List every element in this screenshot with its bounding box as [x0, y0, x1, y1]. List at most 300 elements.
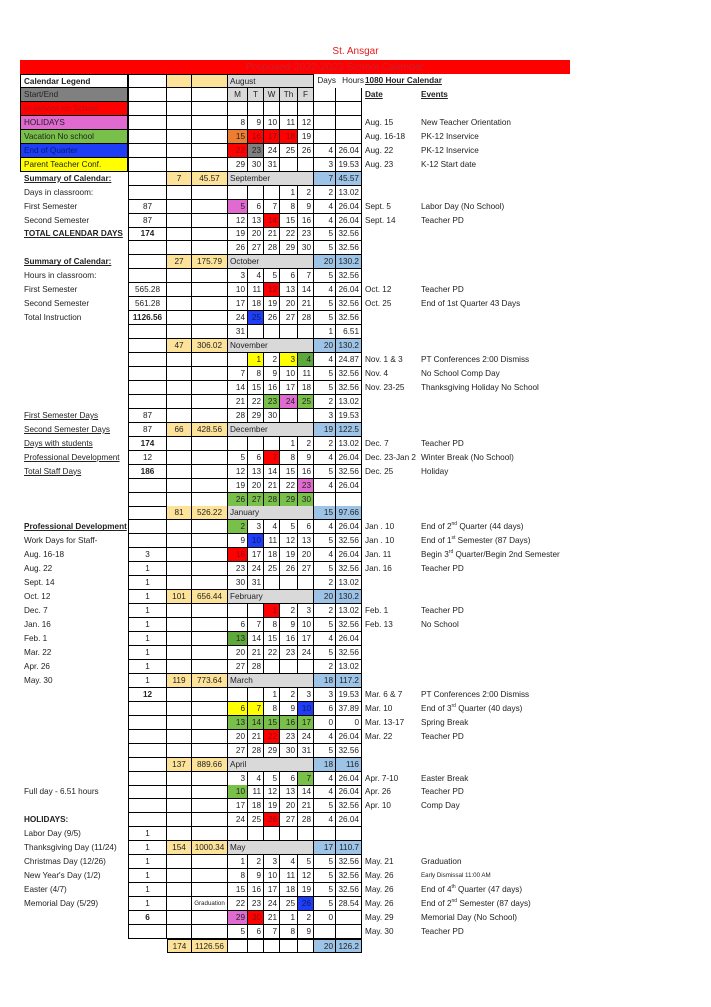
day-cell: 13 [228, 716, 248, 730]
weekday-header: Th [280, 88, 298, 102]
cumulative-days [167, 744, 192, 758]
event-text: End of 2 [421, 522, 452, 532]
summary-label: Easter (4/7) [24, 885, 67, 895]
day-cell [248, 437, 264, 451]
day-cell [298, 409, 314, 423]
calendar-type-header: 1080 Hour Calendar [365, 76, 442, 85]
month-days: 18 [314, 674, 336, 688]
event-description [421, 911, 641, 925]
empty-day [264, 939, 280, 953]
month-hours: 110.7 [336, 841, 362, 855]
day-cell: 21 [264, 911, 280, 925]
summary-value: 1 [128, 827, 167, 841]
event-text: Graduation [421, 857, 462, 867]
week-days: 4 [314, 520, 336, 534]
cumulative-days [167, 813, 192, 827]
weekday-header: W [264, 88, 280, 102]
week-days [314, 493, 336, 507]
calendar-row [0, 269, 711, 283]
day-cell: 8 [248, 367, 264, 381]
cumulative-days [167, 688, 192, 702]
day-cell [298, 660, 314, 674]
week-days: 4 [314, 632, 336, 646]
calendar-row [0, 130, 711, 144]
day-cell: 17 [280, 381, 298, 395]
day-cell: 7 [298, 772, 314, 786]
week-days: 5 [314, 744, 336, 758]
calendar-row [0, 604, 711, 618]
day-cell [228, 353, 248, 367]
calendar-row [0, 311, 711, 325]
day-cell: 8 [280, 451, 298, 465]
month-hours: 116 [336, 758, 362, 772]
summary-label: Sept. 14 [24, 578, 55, 588]
cumulative-days: 137 [167, 758, 192, 772]
empty-day [248, 939, 264, 953]
week-days: 0 [314, 911, 336, 925]
day-cell [264, 827, 280, 841]
cumulative-hours: 889.66 [192, 758, 228, 772]
month-days: 20 [314, 590, 336, 604]
day-cell: 5 [264, 772, 280, 786]
day-cell: 12 [298, 116, 314, 130]
day-cell [228, 827, 248, 841]
week-hours: 32.56 [336, 562, 362, 576]
event-text: PT Conferences 2:00 Dismiss [421, 689, 530, 699]
event-date: Jan. 16 [365, 564, 392, 574]
cumulative-days [167, 618, 192, 632]
day-cell: 15 [280, 214, 298, 228]
week-hours [336, 116, 362, 130]
day-cell: 16 [248, 883, 264, 897]
cumulative-hours: 526.22 [192, 506, 228, 520]
week-hours [336, 493, 362, 507]
calendar-row [0, 297, 711, 311]
event-date: May. 26 [365, 899, 394, 909]
event-description [421, 702, 641, 716]
event-description [421, 772, 641, 786]
cumulative-days [167, 785, 192, 799]
cumulative-hours [192, 827, 228, 841]
day-cell: 16 [280, 716, 298, 730]
day-cell: 28 [228, 409, 248, 423]
week-hours: 26.04 [336, 520, 362, 534]
calendar-row [0, 437, 711, 451]
calendar-row [0, 576, 711, 590]
month-header: October [228, 255, 314, 269]
week-hours: 26.04 [336, 548, 362, 562]
week-days: 3 [314, 688, 336, 702]
day-cell: 26 [228, 241, 248, 255]
day-cell: 30 [298, 241, 314, 255]
event-text: End of 2 [421, 899, 452, 909]
event-description [421, 144, 641, 158]
day-cell: 7 [228, 367, 248, 381]
week-days [314, 116, 336, 130]
cumulative-hours [192, 520, 228, 534]
empty-cell [336, 88, 362, 102]
summary-label: May. 30 [24, 675, 53, 685]
ordinal-suffix: rd [451, 702, 456, 709]
week-hours: 13.02 [336, 576, 362, 590]
event-date: Apr. 26 [365, 787, 391, 797]
day-cell: 18 [248, 799, 264, 813]
event-date: May. 30 [365, 926, 394, 936]
cumulative-hours: 428.56 [192, 423, 228, 437]
summary-value [128, 534, 167, 548]
event-description [421, 465, 641, 479]
summary-value [128, 479, 167, 493]
day-cell [280, 576, 298, 590]
calendar-row [0, 939, 711, 953]
week-days: 5 [314, 897, 336, 911]
legend-cell: Calendar Legend [20, 74, 128, 88]
day-cell: 6 [228, 618, 248, 632]
day-cell: 12 [264, 785, 280, 799]
cumulative-hours [192, 227, 228, 241]
day-cell: 3 [228, 772, 248, 786]
cumulative-days [167, 646, 192, 660]
week-days: 2 [314, 576, 336, 590]
event-text: Teacher PD [421, 606, 464, 616]
day-cell: 29 [228, 911, 248, 925]
event-description [421, 883, 641, 897]
cumulative-hours: 175.79 [192, 255, 228, 269]
cumulative-days [167, 883, 192, 897]
day-cell: 6 [248, 451, 264, 465]
date-header: Date [365, 89, 383, 99]
cumulative-days [167, 869, 192, 883]
calendar-row [0, 493, 711, 507]
week-days: 5 [314, 367, 336, 381]
day-cell: 3 [228, 269, 248, 283]
week-hours: 13.02 [336, 660, 362, 674]
day-cell: 11 [248, 785, 264, 799]
summary-value: 565.28 [128, 283, 167, 297]
cumulative-days: 154 [167, 841, 192, 855]
day-cell: 24 [298, 730, 314, 744]
week-days: 4 [314, 144, 336, 158]
event-text: PK-12 Inservice [421, 145, 479, 155]
cumulative-days [167, 479, 192, 493]
month-hours: 130.2 [336, 255, 362, 269]
calendar-row [0, 227, 711, 241]
event-date: Feb. 13 [365, 620, 393, 630]
week-days: 5 [314, 646, 336, 660]
day-cell: 24 [264, 897, 280, 911]
week-hours: 26.04 [336, 772, 362, 786]
week-days: 1 [314, 325, 336, 339]
event-description [421, 200, 641, 214]
day-cell: 17 [264, 130, 280, 144]
summary-label: Feb. 1 [24, 634, 48, 643]
summary-value: 561.28 [128, 297, 167, 311]
cumulative-days [167, 534, 192, 548]
calendar-row [0, 381, 711, 395]
day-cell: 15 [228, 130, 248, 144]
day-cell [298, 827, 314, 841]
cumulative-hours [192, 102, 228, 116]
summary-value: 1 [128, 618, 167, 632]
event-text: Thanksgiving Holiday No School [421, 382, 539, 392]
cumulative-days: 81 [167, 506, 192, 520]
month-days: 18 [314, 758, 336, 772]
calendar-row [0, 172, 711, 186]
day-cell: 16 [280, 632, 298, 646]
summary-value: 1126.56 [128, 311, 167, 325]
day-cell: 26 [264, 813, 280, 827]
summary-value [128, 102, 167, 116]
calendar-row [0, 702, 711, 716]
cumulative-days [167, 730, 192, 744]
calendar-row [0, 744, 711, 758]
calendar-row [0, 883, 711, 897]
month-days: 20 [314, 339, 336, 353]
summary-value: 1 [128, 674, 167, 688]
day-cell: 18 [298, 381, 314, 395]
event-date: Apr. 10 [365, 801, 391, 811]
day-cell: 10 [298, 618, 314, 632]
calendar-row [0, 102, 711, 116]
summary-label: Summary of Calendar: [24, 173, 112, 183]
summary-value [128, 353, 167, 367]
week-hours [336, 102, 362, 116]
cumulative-days [167, 604, 192, 618]
month-header: May [228, 841, 314, 855]
summary-value: 12 [128, 451, 167, 465]
summary-value: 1 [128, 590, 167, 604]
legend-item: Parent Teacher Conf. [20, 158, 128, 172]
cumulative-days [167, 116, 192, 130]
week-hours: 32.56 [336, 869, 362, 883]
day-cell: 18 [280, 883, 298, 897]
cumulative-days [167, 283, 192, 297]
week-hours: 32.56 [336, 269, 362, 283]
cumulative-days [167, 702, 192, 716]
cumulative-days [167, 395, 192, 409]
day-cell: 8 [228, 116, 248, 130]
day-cell: 28 [248, 660, 264, 674]
summary-label: Days in classroom: [24, 187, 94, 197]
event-text: No School Comp Day [421, 368, 500, 378]
event-text: Quarter/Begin 2nd Semester [453, 550, 560, 560]
week-days: 4 [314, 200, 336, 214]
cumulative-days [167, 437, 192, 451]
day-cell: 24 [228, 311, 248, 325]
calendar-row [0, 283, 711, 297]
day-cell: 19 [264, 799, 280, 813]
summary-value: 1 [128, 660, 167, 674]
calendar-row [0, 520, 711, 534]
cumulative-hours: 45.57 [192, 172, 228, 186]
day-cell: 11 [248, 283, 264, 297]
summary-label: Summary of Calendar: [24, 257, 112, 267]
day-cell [248, 827, 264, 841]
summary-value: 87 [128, 409, 167, 423]
event-date: May. 21 [365, 857, 394, 867]
day-cell: 20 [280, 799, 298, 813]
hours-header: Hours [342, 76, 364, 85]
day-cell [280, 409, 298, 423]
summary-value: 87 [128, 200, 167, 214]
cumulative-days [167, 660, 192, 674]
week-hours: 32.56 [336, 618, 362, 632]
month-days: 7 [314, 172, 336, 186]
summary-value [128, 925, 167, 939]
day-cell: 1 [280, 437, 298, 451]
day-cell: 2 [298, 186, 314, 200]
cumulative-days [167, 214, 192, 228]
day-cell: 10 [228, 283, 248, 297]
summary-label: New Year's Day (1/2) [24, 871, 101, 881]
cumulative-days [167, 451, 192, 465]
event-date: Feb. 1 [365, 606, 389, 616]
day-cell: 28 [264, 241, 280, 255]
event-description [421, 855, 641, 869]
week-days [314, 827, 336, 841]
day-cell: 26 [280, 562, 298, 576]
summary-value [128, 241, 167, 255]
day-cell: 19 [298, 883, 314, 897]
summary-value: 87 [128, 214, 167, 228]
month-header: March [228, 674, 314, 688]
event-date: Jan . 10 [365, 522, 395, 532]
day-cell: 23 [298, 227, 314, 241]
week-hours: 32.56 [336, 744, 362, 758]
day-cell: 16 [298, 214, 314, 228]
day-cell: 29 [280, 241, 298, 255]
cumulative-hours [192, 283, 228, 297]
cumulative-hours [192, 869, 228, 883]
day-cell [264, 102, 280, 116]
week-hours: 32.56 [336, 534, 362, 548]
summary-value [128, 730, 167, 744]
event-text: Easter Break [421, 773, 469, 783]
calendar-row [0, 674, 711, 688]
summary-label: Full day - 6.51 hours [24, 787, 99, 797]
month-hours: 122.5 [336, 423, 362, 437]
week-hours: 32.56 [336, 799, 362, 813]
calendar-row [0, 799, 711, 813]
summary-value [128, 506, 167, 520]
summary-value: 1 [128, 841, 167, 855]
week-days: 5 [314, 465, 336, 479]
summary-label: Memorial Day (5/29) [24, 899, 99, 909]
day-cell [280, 325, 298, 339]
day-cell [280, 660, 298, 674]
day-cell: 17 [248, 548, 264, 562]
summary-label: Labor Day (9/5) [24, 829, 81, 839]
calendar-row [0, 255, 711, 269]
day-cell: 27 [298, 562, 314, 576]
calendar-banner [20, 60, 570, 74]
week-days: 5 [314, 869, 336, 883]
week-hours: 19.53 [336, 688, 362, 702]
day-cell: 8 [228, 869, 248, 883]
summary-label: Christmas Day (12/26) [24, 857, 106, 867]
day-cell: 13 [280, 283, 298, 297]
cumulative-hours [192, 269, 228, 283]
calendar-row [0, 506, 711, 520]
event-date: May. 26 [365, 871, 394, 881]
event-date: Mar. 13-17 [365, 717, 405, 727]
day-cell: 25 [280, 897, 298, 911]
week-hours: 32.56 [336, 883, 362, 897]
day-cell: 23 [280, 730, 298, 744]
cumulative-hours [192, 925, 228, 939]
week-hours [336, 827, 362, 841]
cumulative-hours [192, 451, 228, 465]
day-cell: 20 [298, 548, 314, 562]
day-cell: 18 [264, 548, 280, 562]
week-days: 4 [314, 785, 336, 799]
event-date: Aug. 15 [365, 117, 394, 127]
event-date: Nov. 1 & 3 [365, 355, 403, 364]
day-cell: 19 [228, 479, 248, 493]
calendar-row [0, 911, 711, 925]
day-cell: 31 [228, 325, 248, 339]
day-cell: 8 [264, 702, 280, 716]
week-days: 4 [314, 214, 336, 228]
calendar-row [0, 465, 711, 479]
week-days: 4 [314, 479, 336, 493]
day-cell [280, 102, 298, 116]
week-hours: 26.04 [336, 144, 362, 158]
cumulative-days [167, 74, 192, 88]
day-cell: 17 [298, 716, 314, 730]
month-hours: 117.2 [336, 674, 362, 688]
event-description [421, 785, 641, 799]
day-cell: 28 [298, 813, 314, 827]
week-days: 3 [314, 158, 336, 172]
week-hours: 26.04 [336, 479, 362, 493]
event-date: Sept. 14 [365, 215, 396, 225]
calendar-row [0, 618, 711, 632]
week-days: 4 [314, 283, 336, 297]
event-description [421, 283, 641, 297]
cumulative-hours [192, 855, 228, 869]
cumulative-days [167, 799, 192, 813]
cumulative-hours [192, 367, 228, 381]
summary-value: 1 [128, 562, 167, 576]
legend-item: HOLIDAYS [20, 116, 128, 130]
day-cell: 14 [248, 716, 264, 730]
cumulative-days: 101 [167, 590, 192, 604]
calendar-row [0, 534, 711, 548]
calendar-row [0, 716, 711, 730]
cumulative-hours [192, 883, 228, 897]
summary-label: Hours in classroom: [24, 271, 97, 281]
summary-value: 1 [128, 897, 167, 911]
legend-item: Start/End [20, 88, 128, 102]
summary-label: First Semester [24, 201, 78, 211]
day-cell [248, 102, 264, 116]
summary-label: Second Semester Days [24, 424, 111, 434]
cumulative-days [167, 88, 192, 102]
month-header: January [228, 506, 314, 520]
cumulative-hours [192, 632, 228, 646]
event-text: Teacher PD [421, 731, 464, 741]
cumulative-hours [192, 785, 228, 799]
day-cell: 15 [264, 716, 280, 730]
summary-value: 1 [128, 883, 167, 897]
event-description [421, 730, 641, 744]
event-date: Apr. 7-10 [365, 773, 399, 783]
day-cell: 17 [228, 297, 248, 311]
day-cell: 15 [280, 465, 298, 479]
day-cell: 22 [248, 395, 264, 409]
cumulative-days [167, 200, 192, 214]
